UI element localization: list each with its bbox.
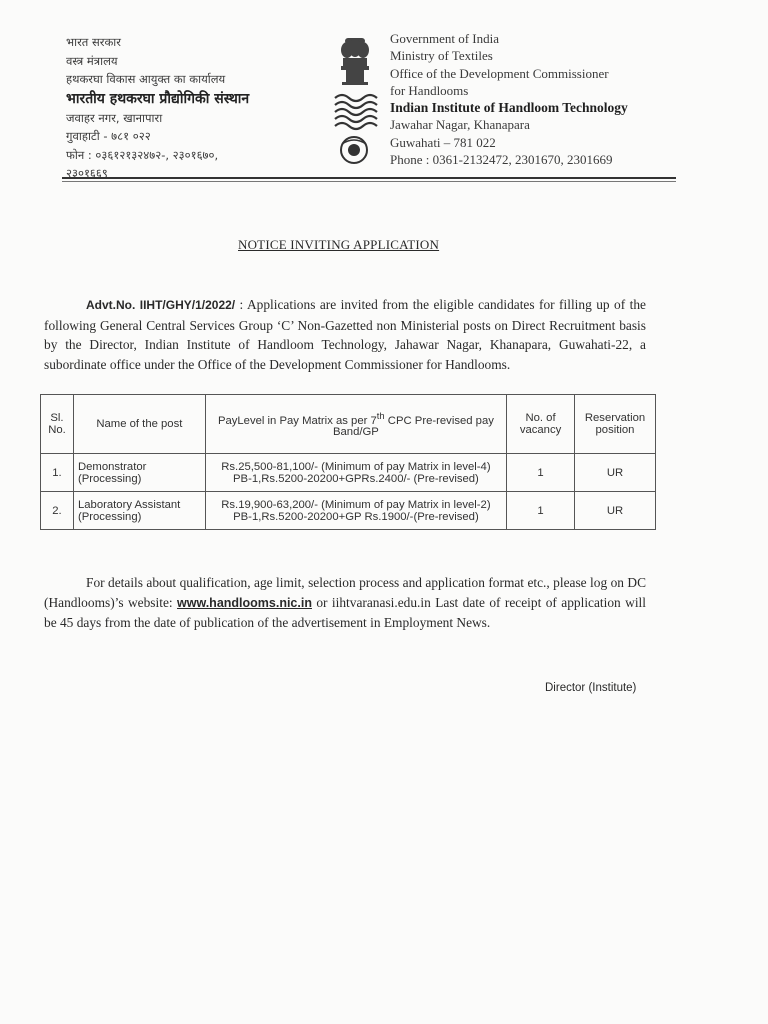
emblem-logo — [330, 32, 380, 167]
posts-table — [40, 394, 656, 530]
hindi-line: वस्त्र मंत्रालय — [66, 53, 118, 68]
institute-name: Indian Institute of Handloom Technology — [390, 100, 628, 116]
header-reservation: Reservation position — [575, 395, 656, 454]
cell-post-name: Laboratory Assistant (Processing) — [73, 492, 205, 530]
header-vacancy: No. of vacancy — [507, 395, 575, 454]
cell-reservation: UR — [575, 454, 656, 492]
hindi-line: २३०१६६९ — [66, 166, 108, 180]
institute-wave-icon — [335, 95, 377, 129]
hindi-line: फोन : ०३६१२१३२४७२-, २३०१६७०, — [66, 147, 219, 162]
hindi-line: गुवाहाटी - ७८१ ०२२ — [66, 129, 151, 143]
national-emblem-icon — [341, 38, 369, 85]
cell-post-name: Demonstrator (Processing) — [73, 454, 205, 492]
eng-line: Guwahati – 781 022 — [390, 134, 496, 150]
cell-sl: 1. — [41, 454, 74, 492]
hindi-line: हथकरघा विकास आयुक्त का कार्यालय — [66, 72, 226, 86]
institute-seal-icon — [341, 137, 367, 163]
header-divider — [62, 177, 676, 179]
header-sl: Sl. No. — [41, 395, 74, 454]
hindi-letterhead — [66, 33, 326, 183]
hindi-institute-name: भारतीय हथकरघा प्रौद्योगिकी संस्थान — [66, 90, 250, 107]
eng-line: Government of India — [390, 31, 500, 46]
table-row — [41, 454, 656, 492]
cell-sl: 2. — [41, 492, 74, 530]
website-link[interactable]: www.handlooms.nic.in — [177, 596, 312, 610]
header-pay-level: PayLevel in Pay Matrix as per 7th CPC Pre-revised pay Band/GP — [205, 395, 506, 454]
eng-line: Ministry of Textiles — [390, 48, 493, 64]
table-header-row — [41, 395, 656, 454]
hindi-line: जवाहर नगर, खानापारा — [66, 110, 163, 125]
header-divider-thin — [62, 181, 676, 182]
english-letterhead — [390, 30, 690, 168]
hindi-line: भारत सरकार — [66, 35, 121, 49]
cell-pay-level: Rs.19,900-63,200/- (Minimum of pay Matrix in level-2) PB-1,Rs.5200-20200+GP Rs.1900/-(Pre-revised) — [205, 492, 506, 530]
cell-vacancy: 1 — [507, 454, 575, 492]
intro-text: : Applications are invited from the eligible candidates for filling up of the following General Central Services Group ‘C’ Non-Gazetted non Ministerial posts on Direct Recruitment basis by the Director, Indian Institute of Handloom Technology, Jahawar Nagar, Khanapara, Guwahati-22, a subordinate office under the Office of the Development Commissioner for Handlooms. — [44, 297, 646, 373]
eng-line: for Handlooms — [390, 82, 469, 98]
details-paragraph — [44, 573, 646, 633]
table-row — [41, 492, 656, 530]
cell-reservation: UR — [575, 492, 656, 530]
details-text-end: or iihtvaranasi.edu.in Last date of receipt of application will be 45 days from the date of publication of the advertisement in Employment News. — [44, 595, 646, 630]
eng-line: Phone : 0361-2132472, 2301670, 2301669 — [390, 152, 613, 168]
details-text: For details about qualification, age limit, selection process and application format etc., please log on DC (Handlooms)’s website: — [44, 575, 646, 610]
header-post-name: Name of the post — [73, 395, 205, 454]
cell-vacancy: 1 — [507, 492, 575, 530]
notice-intro-paragraph — [44, 295, 646, 375]
notice-title: NOTICE INVITING APPLICATION — [238, 237, 440, 252]
signature-director: Director (Institute) — [545, 682, 637, 694]
eng-line: Jawahar Nagar, Khanapara — [390, 117, 530, 133]
eng-line: Office of the Development Commissioner — [390, 65, 609, 81]
advt-number: Advt.No. IIHT/GHY/1/2022/ — [86, 298, 236, 312]
cell-pay-level: Rs.25,500-81,100/- (Minimum of pay Matrix in level-4) PB-1,Rs.5200-20200+GPRs.2400/- (Pre-revised) — [205, 454, 506, 492]
